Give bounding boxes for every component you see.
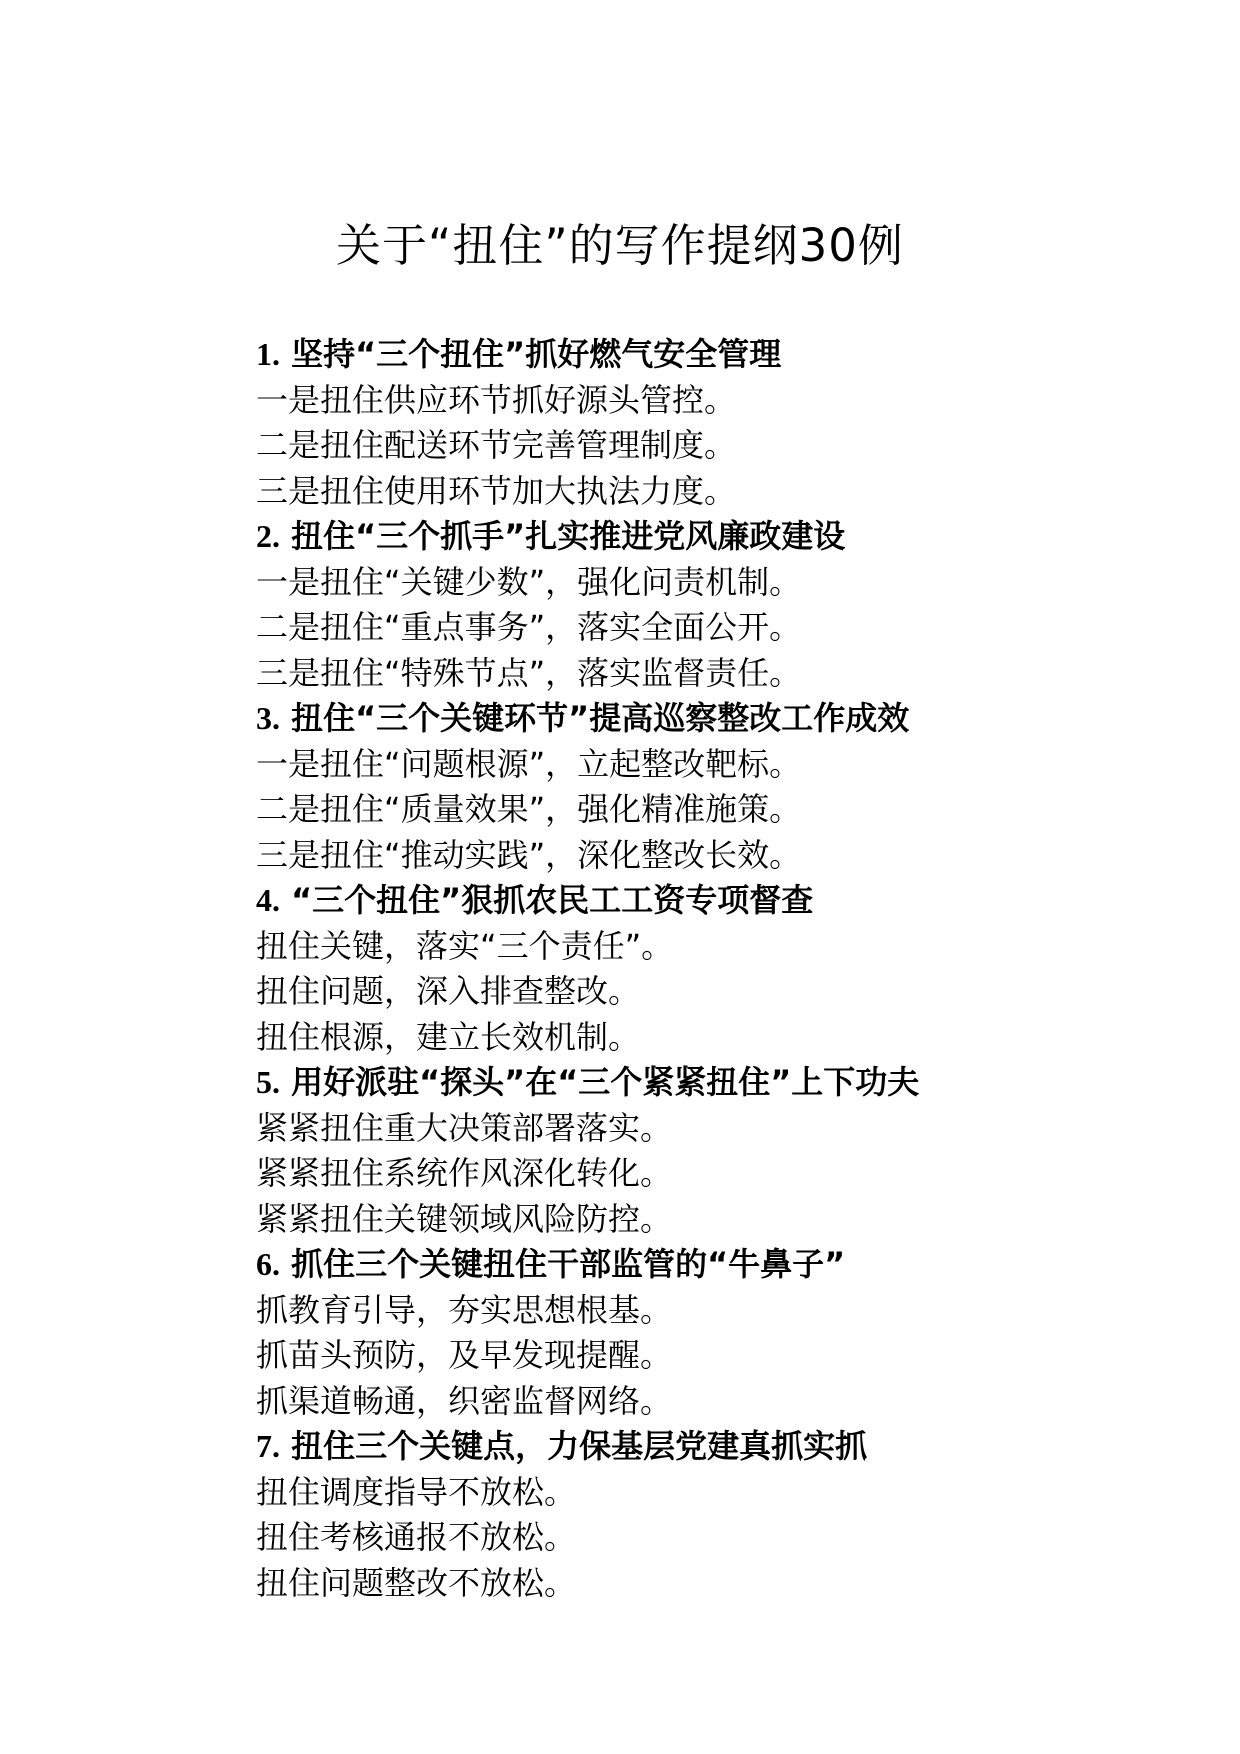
- outline-point: 扭住根源，建立长效机制。: [256, 1017, 641, 1056]
- outline-point: 扭住关键，落实“三个责任”。: [256, 926, 674, 965]
- outline-point: 三是扭住“推动实践”，深化整改长效。: [256, 835, 802, 874]
- outline-section-4: [256, 878, 1156, 1060]
- section-heading: [256, 332, 1156, 378]
- section-heading: [256, 696, 1156, 742]
- outline-point: 紧紧扭住重大决策部署落实。: [256, 1108, 673, 1147]
- section-heading-text: 扭住三个关键点，力保基层党建真抓实抓: [291, 1427, 868, 1465]
- outline-section-2: [256, 514, 1156, 696]
- outline-point: 扭住考核通报不放松。: [256, 1518, 577, 1556]
- outline-section-6: [256, 1242, 1156, 1424]
- outline-point: 扭住调度指导不放松。: [256, 1472, 577, 1511]
- outline-section-1: [256, 332, 1156, 514]
- section-number: 4.: [256, 882, 280, 918]
- outline-point: 二是扭住配送环节完善管理制度。: [256, 426, 737, 464]
- outline-point: 一是扭住“问题根源”，立起整改靶标。: [256, 744, 802, 783]
- outline-point: 紧紧扭住系统作风深化转化。: [256, 1154, 673, 1192]
- outline-point: 一是扭住“关键少数”，强化问责机制。: [256, 562, 802, 601]
- outline-point: 二是扭住“重点事务”，落实全面公开。: [256, 608, 802, 646]
- outline-section-3: [256, 696, 1156, 878]
- outline-point: 抓渠道畅通，织密监督网络。: [256, 1381, 673, 1420]
- section-number: 5.: [256, 1064, 280, 1100]
- outline-point: 紧紧扭住关键领域风险防控。: [256, 1199, 673, 1238]
- section-heading-text: 用好派驻“探头”在“三个紧紧扭住”上下功夫: [291, 1063, 920, 1101]
- outline-point: 抓苗头预防，及早发现提醒。: [256, 1336, 673, 1374]
- outline-point: 扭住问题，深入排查整改。: [256, 972, 641, 1010]
- section-heading: [256, 514, 1156, 560]
- outline-point: 扭住问题整改不放松。: [256, 1563, 577, 1602]
- outline-point: 三是扭住使用环节加大执法力度。: [256, 471, 737, 510]
- section-number: 7.: [256, 1428, 280, 1464]
- section-heading-text: 坚持“三个扭住”抓好燃气安全管理: [291, 335, 782, 373]
- section-number: 3.: [256, 700, 280, 736]
- section-heading-text: 扭住“三个关键环节”提高巡察整改工作成效: [291, 699, 910, 737]
- document-title: 关于“扭住”的写作提纲30例: [336, 219, 904, 272]
- section-heading: [256, 1242, 1156, 1288]
- document-body: [256, 332, 1156, 1606]
- outline-section-5: [256, 1060, 1156, 1242]
- section-heading: [256, 1424, 1156, 1470]
- section-number: 6.: [256, 1246, 280, 1282]
- section-heading-text: 扭住“三个抓手”扎实推进党风廉政建设: [291, 517, 846, 555]
- outline-point: 抓教育引导，夯实思想根基。: [256, 1290, 673, 1329]
- section-number: 2.: [256, 518, 280, 554]
- outline-point: 二是扭住“质量效果”，强化精准施策。: [256, 790, 802, 828]
- section-number: 1.: [256, 336, 280, 372]
- section-heading: [256, 1060, 1156, 1106]
- outline-point: 三是扭住“特殊节点”，落实监督责任。: [256, 653, 802, 692]
- section-heading-text: 抓住三个关键扭住干部监管的“牛鼻子”: [291, 1245, 846, 1283]
- outline-point: 一是扭住供应环节抓好源头管控。: [256, 380, 737, 419]
- outline-section-7: [256, 1424, 1156, 1606]
- section-heading-text: “三个扭住”狠抓农民工工资专项督查: [291, 881, 814, 919]
- section-heading: [256, 878, 1156, 924]
